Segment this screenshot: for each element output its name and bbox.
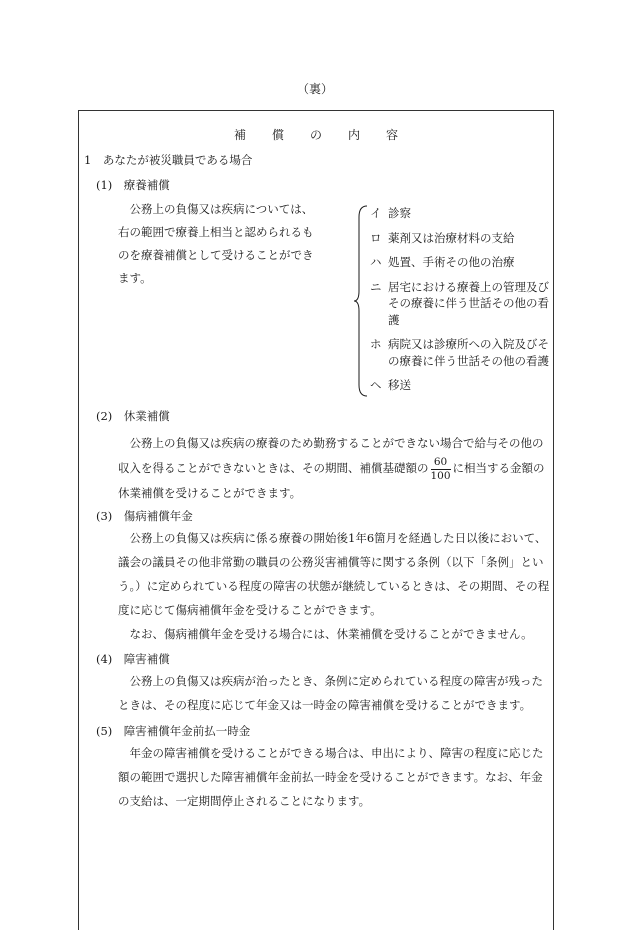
list-item <box>370 205 550 222</box>
item-text: 処置、手術その他の治療 <box>388 255 515 269</box>
item-text: 居宅における療養上の管理及びその療養に伴う世話その他の看護 <box>388 279 549 327</box>
item-mark: ホ <box>370 337 382 351</box>
subsection-3-heading: (3) 傷病補償年金 <box>96 509 193 523</box>
list-item <box>370 230 550 247</box>
item-text: 診察 <box>388 206 411 220</box>
body-line: の支給は、一定期間停止されることになります。 <box>118 794 371 808</box>
body-line: ます。 <box>118 271 152 285</box>
body-line: 年金の障害補償を受けることができる場合は、申出により、障害の程度に応じた <box>118 746 544 760</box>
care-items-list <box>370 205 550 394</box>
item-text: 薬剤又は治療材料の支給 <box>388 230 515 245</box>
subsection-2-body <box>96 431 548 505</box>
section-heading: 1 あなたが被災職員である場合 <box>84 153 253 167</box>
item-mark: ロ <box>370 230 382 245</box>
subsection-5-body <box>96 741 548 813</box>
list-item <box>370 336 550 369</box>
fraction <box>431 456 451 483</box>
body-line-with-fraction <box>96 455 548 481</box>
curly-brace <box>353 205 369 397</box>
item-mark: ニ <box>370 279 382 294</box>
page-title: 補償の内容 <box>233 128 424 142</box>
body-line: 休業補償を受けることができます。 <box>118 486 302 500</box>
item-mark: ハ <box>370 255 382 269</box>
item-text: 病院又は診療所への入院及びその療養に伴う世話その他の看護 <box>388 337 549 368</box>
subsection-5-heading: (5) 障害補償年金前払一時金 <box>96 724 251 738</box>
body-line: 右の範囲で療養上相当と認められるも <box>118 225 314 239</box>
subsection-1-body <box>118 198 326 290</box>
fraction-numerator: 60 <box>431 456 451 470</box>
body-line: う。）に定められている程度の障害の状態が継続しているときは、その期間、その程 <box>118 579 550 593</box>
body-line: 公務上の負傷又は疾病の療養のため勤務することができない場合で給与その他の <box>118 436 544 450</box>
body-line: 度に応じて傷病補償年金を受けることができます。 <box>118 603 382 617</box>
body-line: 公務上の負傷又は疾病に係る療養の開始後1年6箇月を経過した日以後において、 <box>118 531 547 545</box>
fraction-denominator: 100 <box>430 469 451 482</box>
list-item <box>370 377 550 394</box>
body-line: ときは、その程度に応じて年金又は一時金の障害補償を受けることができます。 <box>118 698 532 712</box>
body-line: 額の範囲で選択した障害補償年金前払一時金を受けることができます。なお、年金 <box>118 770 543 784</box>
item-text: 移送 <box>388 378 411 392</box>
list-item <box>370 279 550 329</box>
subsection-4-heading: (4) 障害補償 <box>96 652 170 666</box>
body-line: 公務上の負傷又は疾病については、 <box>118 202 314 216</box>
subsection-3-body <box>96 526 548 646</box>
subsection-2-heading: (2) 休業補償 <box>96 409 170 423</box>
subsection-4-body <box>96 669 548 717</box>
body-line: のを療養補償として受けることができ <box>118 248 314 262</box>
subsection-1-heading: (1) 療養補償 <box>96 178 170 192</box>
body-line: なお、傷病補償年金を受ける場合には、休業補償を受けることができません。 <box>118 627 533 641</box>
body-line: 公務上の負傷又は疾病が治ったとき、条例に定められている程度の障害が残った <box>118 674 544 688</box>
item-mark: イ <box>370 206 382 220</box>
list-item <box>370 254 550 271</box>
body-line: 議会の議員その他非常勤の職員の公務災害補償等に関する条例（以下「条例」とい <box>118 555 544 569</box>
page-side-label: （裏） <box>296 82 333 96</box>
item-mark: ヘ <box>370 378 382 392</box>
body-text: 収入を得ることができないときは、その期間、補償基礎額の <box>118 461 429 475</box>
body-text: に相当する金額の <box>452 461 545 475</box>
